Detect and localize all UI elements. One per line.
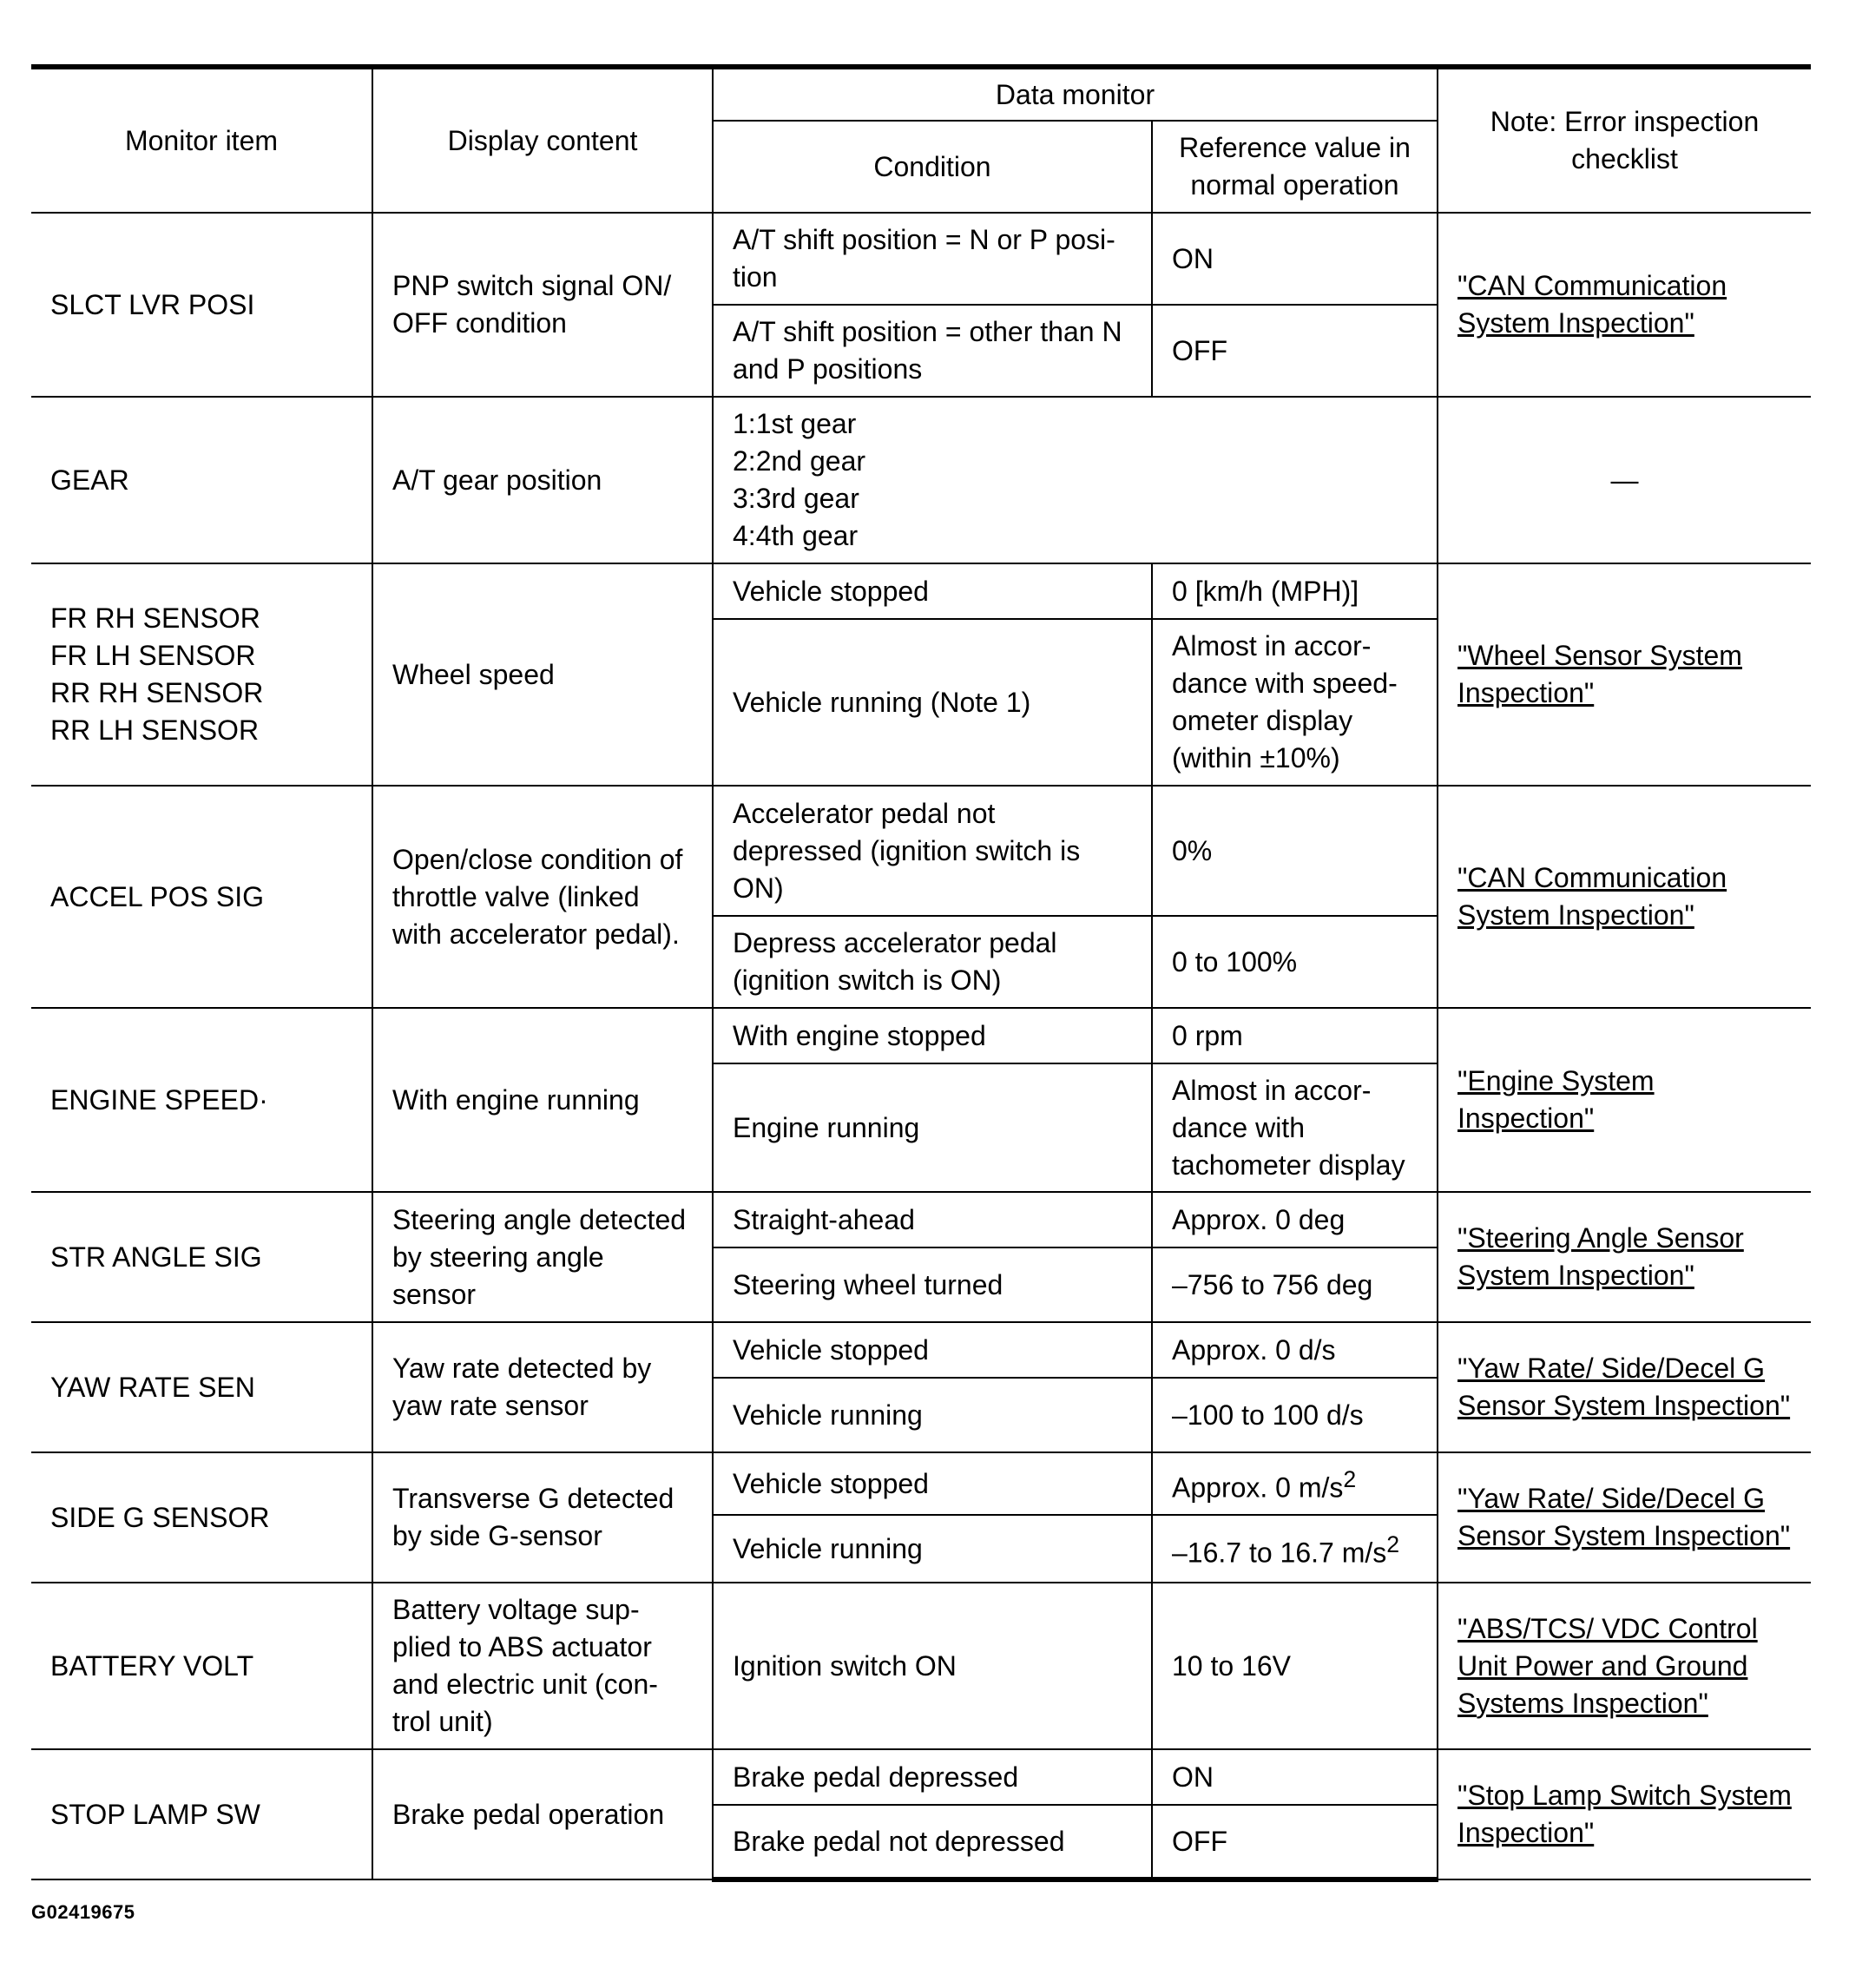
table-row	[31, 1192, 1811, 1247]
reference-cell: Approx. 0 d/s	[1152, 1322, 1438, 1378]
monitor-item: SLCT LVR POSI	[31, 213, 372, 397]
header-note: Note: Error inspection checklist	[1438, 67, 1811, 213]
monitor-item: FR RH SENSOR FR LH SENSOR RR RH SENSOR RR LH SENSOR	[31, 563, 372, 786]
reference-value: –16.7 to 16.7 m/s	[1172, 1537, 1387, 1569]
condition-cell: Vehicle stopped	[713, 1322, 1152, 1378]
checklist-link[interactable]	[1438, 1008, 1811, 1192]
reference-cell: ON	[1152, 1749, 1438, 1805]
reference-cell: –100 to 100 d/s	[1152, 1378, 1438, 1452]
checklist-link-text[interactable]: "CAN Communication System Inspection"	[1457, 862, 1727, 931]
condition-cell: Vehicle running (Note 1)	[713, 619, 1152, 786]
figure-id: G02419675	[31, 1901, 135, 1923]
monitor-item: BATTERY VOLT	[31, 1583, 372, 1749]
checklist-link[interactable]	[1438, 786, 1811, 1008]
checklist-link[interactable]	[1438, 1192, 1811, 1322]
checklist-link[interactable]	[1438, 213, 1811, 397]
table-row	[31, 213, 1811, 305]
table-row	[31, 563, 1811, 619]
header-data-monitor: Data monitor	[713, 67, 1438, 121]
table-row	[31, 1452, 1811, 1515]
reference-cell: OFF	[1152, 305, 1438, 397]
condition-cell: Straight-ahead	[713, 1192, 1152, 1247]
header-display-content: Display content	[372, 67, 713, 213]
monitor-item: SIDE G SENSOR	[31, 1452, 372, 1583]
condition-cell: Ignition switch ON	[713, 1583, 1152, 1749]
gear-list: 1:1st gear 2:2nd gear 3:3rd gear 4:4th gear	[713, 397, 1438, 563]
display-content: Transverse G detected by side G-sensor	[372, 1452, 713, 1583]
reference-cell: Almost in accor- dance with speed- ometer display (within ±10%)	[1152, 619, 1438, 786]
header-reference: Reference value in normal operation	[1152, 121, 1438, 213]
display-content: Brake pedal operation	[372, 1749, 713, 1879]
data-monitor-table	[31, 64, 1811, 1882]
table-row	[31, 786, 1811, 916]
checklist-link[interactable]	[1438, 1749, 1811, 1879]
checklist-link-text[interactable]: "Stop Lamp Switch System Inspection"	[1457, 1780, 1792, 1848]
condition-cell: Brake pedal depressed	[713, 1749, 1152, 1805]
condition-cell: A/T shift position = other than N and P positions	[713, 305, 1152, 397]
monitor-item: STOP LAMP SW	[31, 1749, 372, 1879]
condition-cell: Vehicle running	[713, 1515, 1152, 1583]
checklist-link[interactable]	[1438, 1322, 1811, 1452]
condition-cell: Brake pedal not depressed	[713, 1805, 1152, 1879]
reference-cell: 0 to 100%	[1152, 916, 1438, 1008]
condition-cell: Engine running	[713, 1063, 1152, 1192]
display-content: Steering angle detected by steering angle sensor	[372, 1192, 713, 1322]
table-row	[31, 397, 1811, 563]
table-row	[31, 1583, 1811, 1749]
display-content: Battery voltage sup- plied to ABS actuator and electric unit (con- trol unit)	[372, 1583, 713, 1749]
checklist-link-text[interactable]: "Engine System Inspection"	[1457, 1065, 1655, 1134]
reference-cell: 0 rpm	[1152, 1008, 1438, 1063]
checklist-link[interactable]	[1438, 563, 1811, 786]
monitor-item: ACCEL POS SIG	[31, 786, 372, 1008]
reference-cell: 0 [km/h (MPH)]	[1152, 563, 1438, 619]
reference-cell: 10 to 16V	[1152, 1583, 1438, 1749]
checklist-link-text[interactable]: "Yaw Rate/ Side/Decel G Sensor System Inspection"	[1457, 1353, 1791, 1421]
display-content: Wheel speed	[372, 563, 713, 786]
checklist-link[interactable]	[1438, 1583, 1811, 1749]
monitor-item: STR ANGLE SIG	[31, 1192, 372, 1322]
monitor-item: YAW RATE SEN	[31, 1322, 372, 1452]
display-content: With engine running	[372, 1008, 713, 1192]
checklist-link[interactable]	[1438, 1452, 1811, 1583]
display-content: PNP switch signal ON/ OFF condition	[372, 213, 713, 397]
condition-cell: Vehicle running	[713, 1378, 1152, 1452]
reference-cell: Approx. 0 deg	[1152, 1192, 1438, 1247]
monitor-item: ENGINE SPEED·	[31, 1008, 372, 1192]
reference-cell: ON	[1152, 213, 1438, 305]
data-monitor-sheet	[31, 64, 1811, 1882]
reference-cell	[1152, 1452, 1438, 1515]
reference-cell: 0%	[1152, 786, 1438, 916]
reference-value: Approx. 0 m/s	[1172, 1471, 1344, 1504]
checklist-none: —	[1438, 397, 1811, 563]
reference-superscript: 2	[1386, 1530, 1400, 1557]
monitor-item: GEAR	[31, 397, 372, 563]
table-row	[31, 1322, 1811, 1378]
condition-cell: Vehicle stopped	[713, 563, 1152, 619]
checklist-link-text[interactable]: "CAN Communication System Inspection"	[1457, 270, 1727, 339]
condition-cell: A/T shift position = N or P posi- tion	[713, 213, 1152, 305]
display-content: Yaw rate detected by yaw rate sensor	[372, 1322, 713, 1452]
reference-cell: OFF	[1152, 1805, 1438, 1879]
reference-cell: –756 to 756 deg	[1152, 1247, 1438, 1322]
checklist-link-text[interactable]: "Yaw Rate/ Side/Decel G Sensor System Inspection"	[1457, 1483, 1791, 1551]
condition-cell: Accelerator pedal not depressed (ignition switch is ON)	[713, 786, 1152, 916]
condition-cell: Steering wheel turned	[713, 1247, 1152, 1322]
display-content: Open/close condition of throttle valve (linked with accelerator pedal).	[372, 786, 713, 1008]
reference-cell: Almost in accor- dance with tachometer display	[1152, 1063, 1438, 1192]
table-row	[31, 1749, 1811, 1805]
checklist-link-text[interactable]: "Wheel Sensor System Inspection"	[1457, 640, 1742, 708]
table-row	[31, 1008, 1811, 1063]
condition-cell: With engine stopped	[713, 1008, 1152, 1063]
display-content: A/T gear position	[372, 397, 713, 563]
reference-cell	[1152, 1515, 1438, 1583]
checklist-link-text[interactable]: "ABS/TCS/ VDC Control Unit Power and Ground Systems Inspection"	[1457, 1612, 1758, 1719]
condition-cell: Depress accelerator pedal (ignition switch is ON)	[713, 916, 1152, 1008]
header-monitor-item: Monitor item	[31, 67, 372, 213]
checklist-link-text[interactable]: "Steering Angle Sensor System Inspection"	[1457, 1222, 1744, 1291]
reference-superscript: 2	[1343, 1465, 1357, 1492]
header-condition: Condition	[713, 121, 1152, 213]
condition-cell: Vehicle stopped	[713, 1452, 1152, 1515]
